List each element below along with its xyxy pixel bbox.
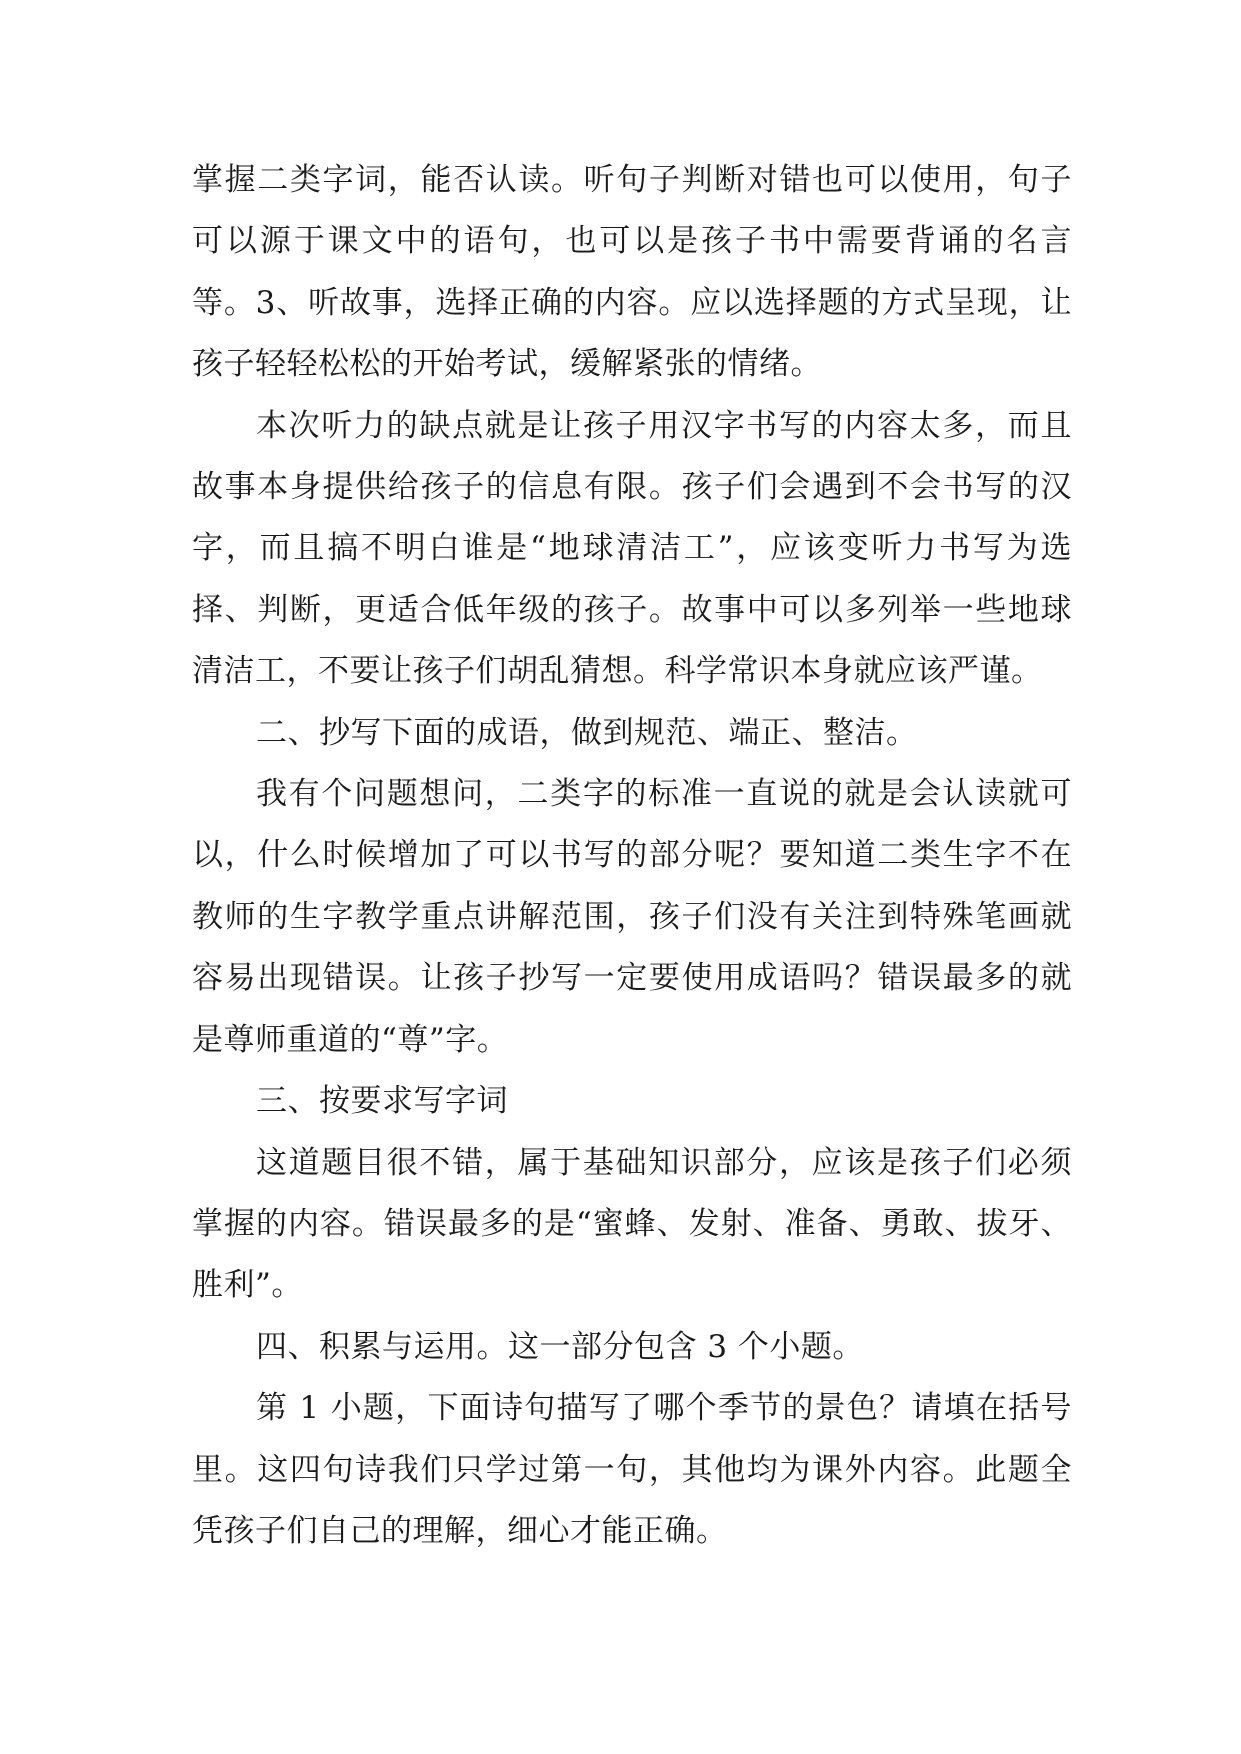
- document-body: [192, 150, 1072, 1562]
- paragraph-4: 我有个问题想问，二类字的标准一直说的就是会认读就可以，什么时候增加了可以书写的部分呢？要知道二类生字不在教师的生字教学重点讲解范围，孩子们没有关注到特殊笔画就容易出现错误。让孩子抄写一定要使用成语吗？错误最多的就是尊师重道的“尊”字。: [192, 776, 1072, 1058]
- paragraph-3-heading: 二、抄写下面的成语，做到规范、端正、整洁。: [256, 714, 918, 751]
- paragraph-2: 本次听力的缺点就是让孩子用汉字书写的内容太多，而且故事本身提供给孩子的信息有限。孩子们会遇到不会书写的汉字，而且搞不明白谁是“地球清洁工”，应该变听力书写为选择、判断，更适合低年级的孩子。故事中可以多列举一些地球清洁工，不要让孩子们胡乱猜想。科学常识本身就应该严谨。: [192, 407, 1072, 690]
- paragraph-6: 这道题目很不错，属于基础知识部分，应该是孩子们必须掌握的内容。错误最多的是“蜜蜂、发射、准备、勇敢、拔牙、胜利”。: [192, 1144, 1072, 1304]
- paragraph-5-heading: 三、按要求写字词: [256, 1083, 508, 1120]
- paragraph-7-heading: 四、积累与运用。这一部分包含 3 个小题。: [256, 1328, 864, 1365]
- paragraph-8: 第 1 小题，下面诗句描写了哪个季节的景色？请填在括号里。这四句诗我们只学过第一句，其他均为课外内容。此题全凭孩子们自己的理解，细心才能正确。: [192, 1390, 1072, 1549]
- paragraph-1: 掌握二类字词，能否认读。听句子判断对错也可以使用，句子可以源于课文中的语句，也可以是孩子书中需要背诵的名言等。3、听故事，选择正确的内容。应以选择题的方式呈现，让孩子轻轻松松的开始考试，缓解紧张的情绪。: [192, 162, 1072, 383]
